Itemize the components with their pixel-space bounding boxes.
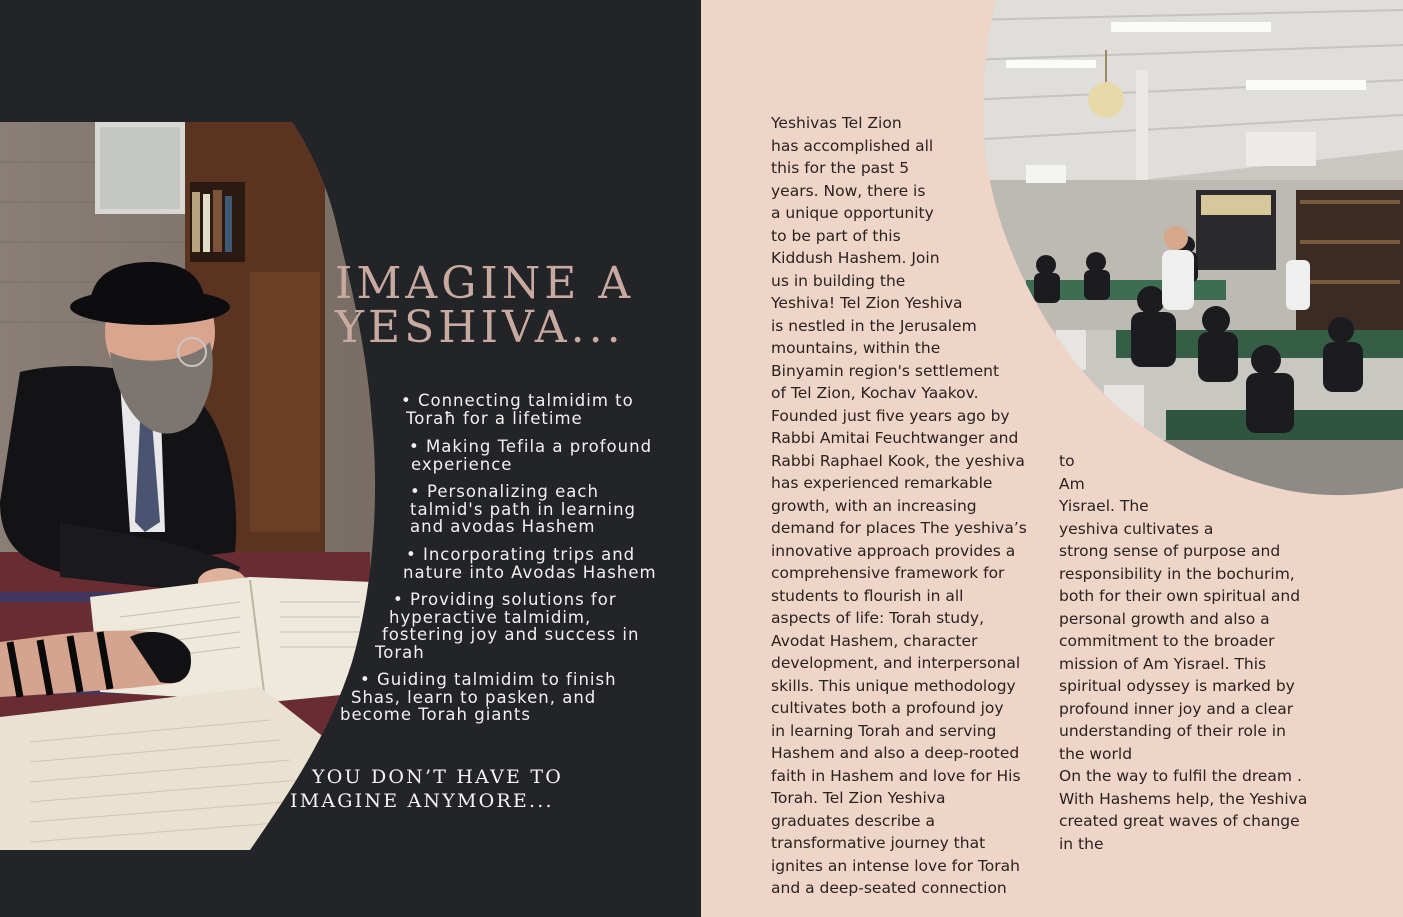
- text-line: to be part of this: [771, 226, 901, 245]
- bullet-5-line-1: • Providing solutions for: [393, 590, 617, 609]
- right-page: [701, 0, 1403, 917]
- text-line: cultivates both a profound joy: [771, 699, 1004, 717]
- text-line: students to flourish in all: [771, 586, 964, 605]
- text-line: both for their own spiritual and: [1059, 587, 1301, 605]
- closing-statement: [290, 765, 563, 813]
- text-line: yeshiva cultivates a: [1059, 519, 1214, 538]
- bullet-2-line-1: • Making Tefila a profound: [409, 437, 653, 456]
- text-line: Rabbi Raphael Kook, the yeshiva: [771, 451, 1025, 470]
- text-line: Kiddush Hashem. Join: [771, 249, 940, 267]
- text-line: ignites an intense love for Torah: [771, 856, 1020, 875]
- bullet-4-line-2: nature into Avodas Hashem: [403, 562, 657, 582]
- bullet-4-line-1: • Incorporating trips and: [406, 545, 636, 564]
- text-line: has experienced remarkable: [771, 474, 993, 492]
- text-line: Founded just five years ago by: [771, 406, 1010, 425]
- text-line: a unique opportunity: [771, 204, 934, 222]
- text-line: responsibility in the bochurim,: [1059, 564, 1295, 583]
- text-line: has accomplished all: [771, 136, 934, 155]
- bullet-3-line-1: • Personalizing each: [410, 482, 599, 501]
- bullet-5-line-4: Torah: [375, 642, 425, 662]
- bullet-4: [403, 546, 657, 581]
- headline-line-1: IMAGINE A: [335, 258, 635, 309]
- text-line: us in building the: [771, 271, 906, 290]
- text-line: Binyamin region's settlement: [771, 361, 1000, 380]
- text-column-1: [771, 112, 1027, 900]
- text-line: Am: [1059, 474, 1085, 493]
- bullet-6: [340, 671, 617, 724]
- bullet-3-line-3: and avodas Hashem: [410, 517, 596, 536]
- text-line: skills. This unique methodology: [771, 676, 1016, 695]
- text-line: the world: [1059, 744, 1133, 763]
- text-column-2: [1059, 450, 1307, 855]
- text-line: and a deep-seated connection: [771, 879, 1007, 897]
- bullet-5-line-2: hyperactive talmidim,: [389, 607, 592, 627]
- left-page: [0, 0, 701, 917]
- bullet-1-line-2: Toraħ for a lifetime: [406, 408, 583, 428]
- text-line: of Tel Zion, Kochav Yaakov.: [771, 384, 979, 402]
- text-line: Hashem and also a deep-rooted: [771, 744, 1020, 762]
- text-line: Rabbi Amitai Feuchtwanger and: [771, 429, 1019, 447]
- text-line: understanding of their role in: [1059, 722, 1286, 740]
- text-line: created great waves of change: [1059, 812, 1300, 830]
- text-line: Torah. Tel Zion Yeshiva: [771, 789, 946, 807]
- text-line: growth, with an increasing: [771, 496, 977, 515]
- text-line: demand for places The yeshiva’s: [771, 519, 1027, 537]
- text-line: to: [1059, 452, 1075, 470]
- bullet-6-line-2: Shas, learn to pasken, and: [351, 687, 597, 707]
- text-line: graduates describe a: [771, 811, 935, 830]
- text-line: in learning Torah and serving: [771, 721, 997, 740]
- text-line: mission of Am Yisrael. This: [1059, 654, 1267, 673]
- text-line: aspects of life: Torah study,: [771, 609, 985, 627]
- bullet-3-line-2: talmid's path in learning: [410, 499, 637, 519]
- closing-line-1: YOU DON’T HAVE TO: [312, 766, 563, 788]
- text-line: personal growth and also a: [1059, 609, 1270, 628]
- text-line: Yeshiva! Tel Zion Yeshiva: [771, 294, 963, 312]
- text-line: With Hashems help, the Yeshiva: [1059, 789, 1308, 808]
- text-line: mountains, within the: [771, 339, 941, 357]
- text-line: Yisrael. The: [1059, 497, 1149, 515]
- bullet-5-line-3: fostering joy and success in: [382, 625, 640, 644]
- text-line: strong sense of purpose and: [1059, 542, 1281, 560]
- text-line: development, and interpersonal: [771, 654, 1021, 672]
- text-line: Avodat Hashem, character: [771, 631, 978, 650]
- text-line: faith in Hashem and love for His: [771, 766, 1021, 785]
- headline-line-2: YESHIVA...: [335, 302, 625, 353]
- bullet-6-line-1: • Guiding talmidim to finish: [360, 670, 617, 689]
- bullet-1-line-1: • Connecting talmidim to: [401, 391, 634, 410]
- closing-line-2: IMAGINE ANYMORE...: [290, 790, 554, 812]
- bullet-5: [375, 591, 639, 661]
- text-line: spiritual odyssey is marked by: [1059, 677, 1295, 695]
- text-line: profound inner joy and a clear: [1059, 699, 1294, 718]
- text-line: innovative approach provides a: [771, 541, 1016, 560]
- bullet-3: [410, 483, 636, 536]
- text-line: Yeshivas Tel Zion: [771, 114, 902, 132]
- text-line: is nestled in the Jerusalem: [771, 316, 977, 335]
- text-line: comprehensive framework for: [771, 564, 1005, 582]
- text-line: years. Now, there is: [771, 181, 926, 200]
- bullet-2: [409, 438, 652, 473]
- text-line: this for the past 5: [771, 159, 910, 177]
- text-line: in the: [1059, 834, 1104, 853]
- bullet-2-line-2: experience: [411, 454, 513, 474]
- study-hall-photo: [966, 0, 1403, 496]
- headline: [335, 258, 695, 353]
- text-line: On the way to fulfil the dream .: [1059, 767, 1302, 785]
- text-line: commitment to the broader: [1059, 632, 1275, 650]
- bullet-6-line-3: become Torah giants: [340, 705, 531, 724]
- text-line: transformative journey that: [771, 834, 986, 852]
- bullet-1: [401, 392, 634, 427]
